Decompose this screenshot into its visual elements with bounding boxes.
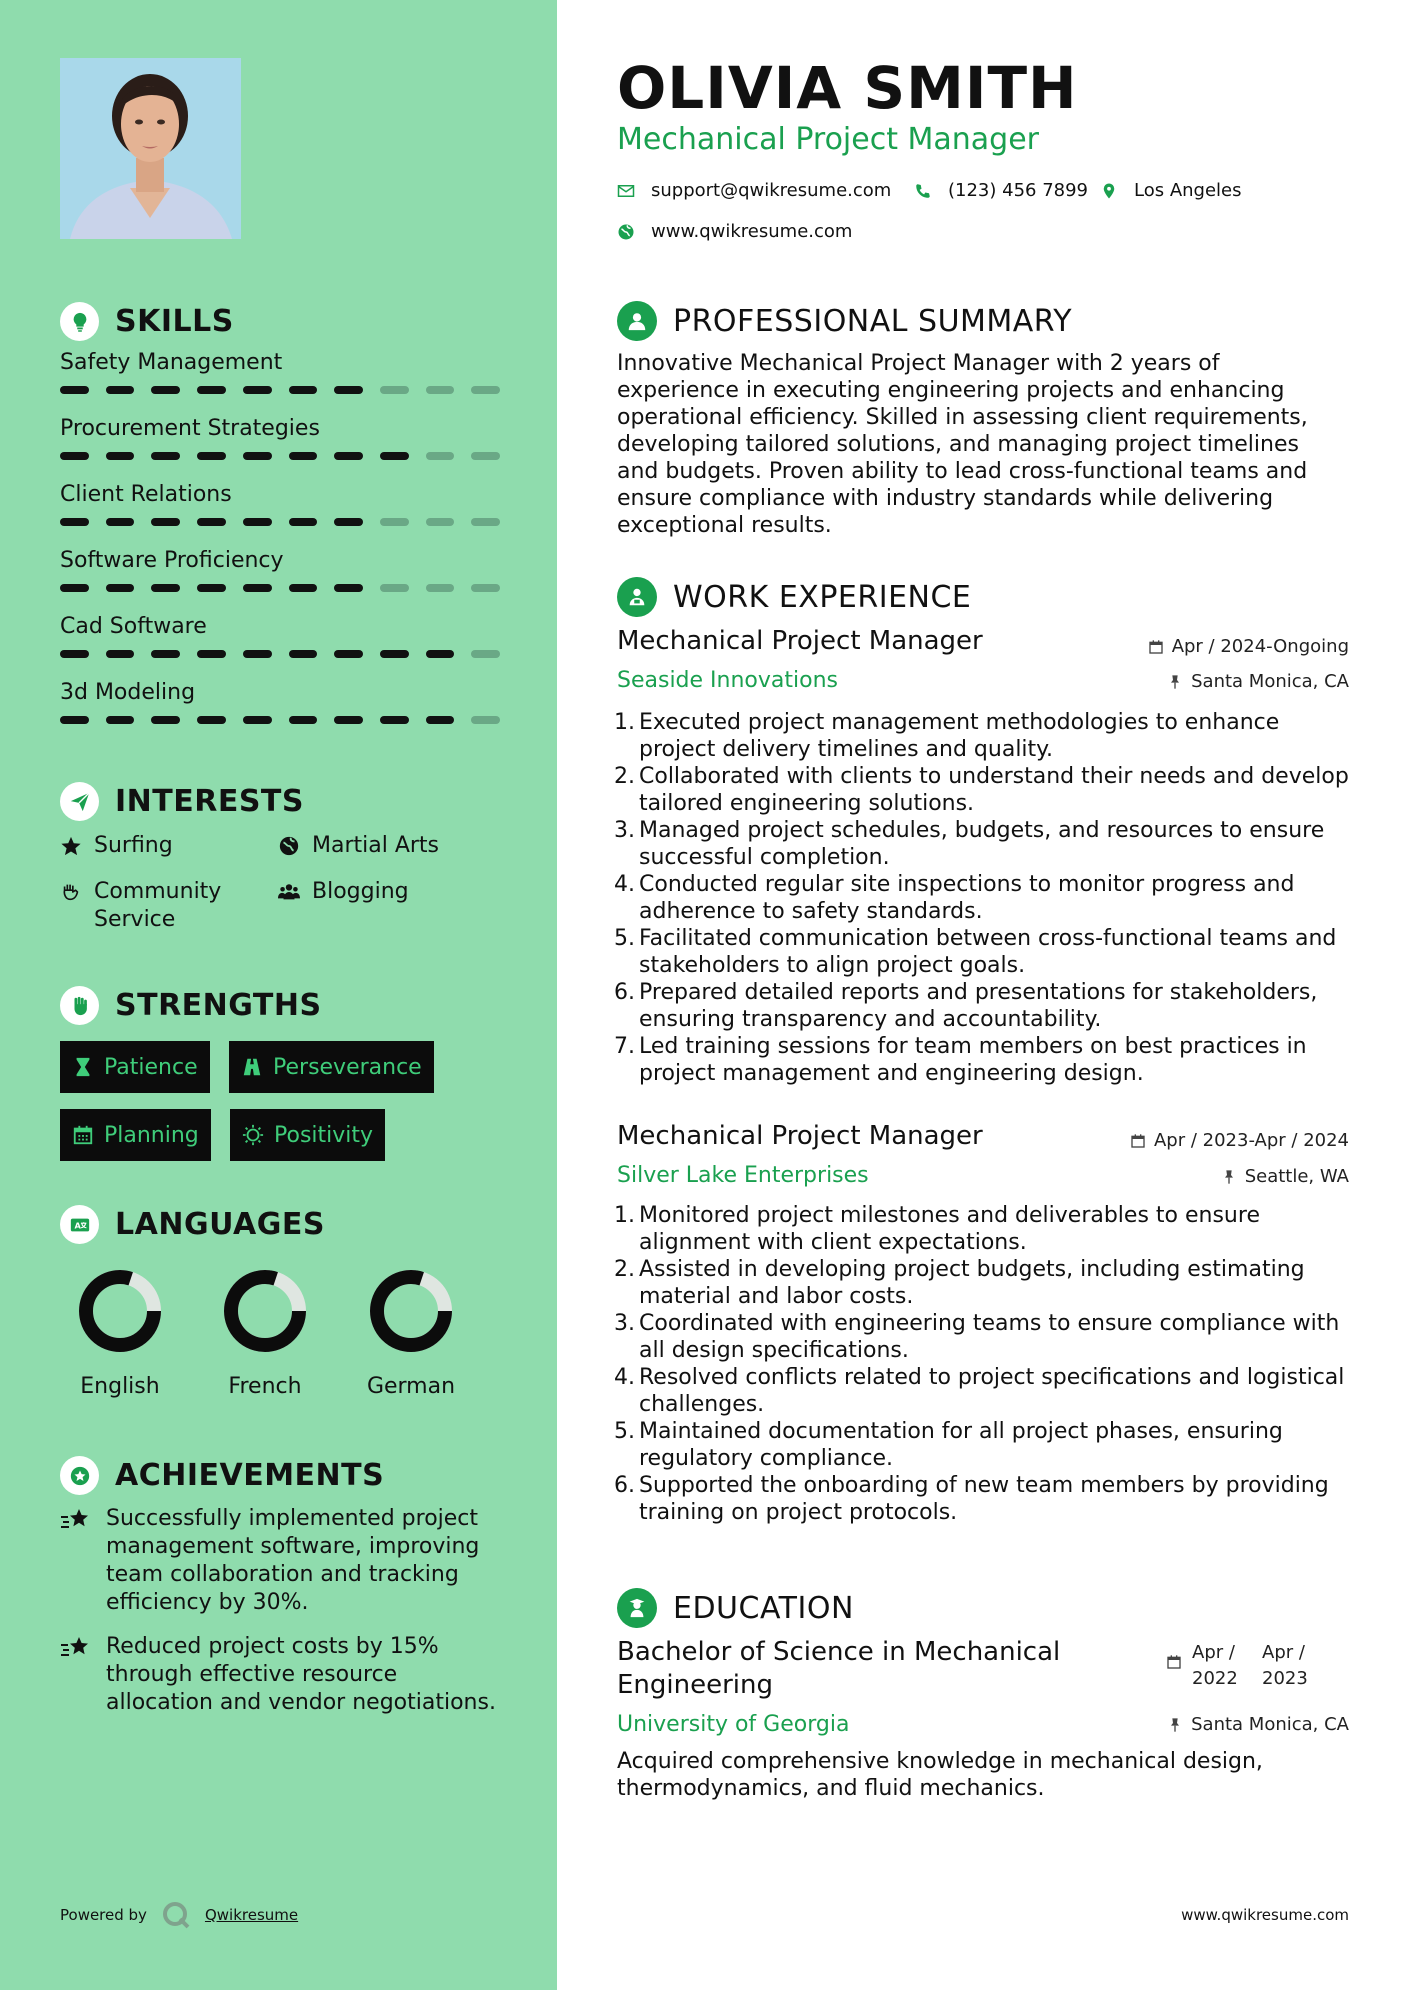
- skill-segment: [380, 386, 409, 394]
- interest-item: [60, 878, 250, 934]
- bullet-text: Coordinated with engineering teams to ensure compliance with all design specifications.: [639, 1311, 1340, 1363]
- strength-badge: [230, 1109, 385, 1161]
- education-location-text: Santa Monica, CA: [1191, 1714, 1349, 1735]
- contact-location: [1100, 180, 1242, 201]
- skill-segment: [60, 650, 89, 658]
- pushpin-icon: [1167, 674, 1183, 690]
- skill-name: Procurement Strategies: [60, 416, 320, 441]
- skill-segment: [243, 650, 272, 658]
- education-dates: [1166, 1640, 1332, 1692]
- skill-segment: [471, 584, 500, 592]
- section-title: ACHIEVEMENTS: [115, 1458, 385, 1493]
- bullet-text: Assisted in developing project budgets, including estimating material and labor costs.: [639, 1257, 1305, 1309]
- bullet-number: 6.: [614, 980, 635, 1005]
- bullet-text: Managed project schedules, budgets, and resources to ensure successful completion.: [639, 818, 1325, 870]
- shooting-star-icon: [60, 1507, 92, 1533]
- badge-star-icon: [60, 1456, 99, 1495]
- skill-name: Software Proficiency: [60, 548, 284, 573]
- strength-label: Perseverance: [273, 1054, 422, 1080]
- skill-segment: [334, 518, 363, 526]
- skill-segment: [426, 584, 455, 592]
- skill-segment: [60, 452, 89, 460]
- candidate-role: Mechanical Project Manager: [617, 122, 1040, 157]
- section-title: STRENGTHS: [115, 988, 322, 1023]
- globe-icon: [617, 223, 635, 241]
- skill-level-bar: [60, 584, 500, 592]
- section-title: WORK EXPERIENCE: [673, 579, 972, 615]
- skill-level-bar: [60, 716, 500, 724]
- job-title: Mechanical Project Manager: [617, 626, 983, 656]
- bullet-text: Prepared detailed reports and presentations for stakeholders, ensuring transparency and accountability.: [639, 980, 1318, 1032]
- skill-segment: [151, 716, 180, 724]
- section-title: SKILLS: [115, 304, 234, 339]
- bullet-text: Maintained documentation for all project phases, ensuring regulatory compliance.: [639, 1419, 1283, 1471]
- skill-segment: [197, 518, 226, 526]
- bullet-text: Collaborated with clients to understand their needs and develop tailored engineering solutions.: [639, 764, 1349, 816]
- summary-heading: [617, 301, 1072, 341]
- bullet-number: 1.: [614, 1203, 635, 1228]
- section-title: INTERESTS: [115, 784, 304, 819]
- skill-segment: [151, 386, 180, 394]
- skill-segment: [380, 584, 409, 592]
- skill-segment: [334, 386, 363, 394]
- contact-website[interactable]: [617, 221, 852, 242]
- phone-icon: [914, 182, 932, 200]
- education-description: Acquired comprehensive knowledge in mechanical design, thermodynamics, and fluid mechanics.: [617, 1749, 1263, 1801]
- calendar-icon: [1166, 1654, 1182, 1670]
- hand-icon: [60, 881, 82, 903]
- skill-segment: [243, 452, 272, 460]
- interests-heading: [60, 782, 304, 821]
- skill-name: Safety Management: [60, 350, 283, 375]
- skills-heading: [60, 302, 234, 341]
- skill-item: [60, 546, 500, 592]
- skill-segment: [289, 716, 318, 724]
- language-name: German: [366, 1374, 456, 1399]
- language-icon: [60, 1205, 99, 1244]
- skill-segment: [106, 650, 135, 658]
- job-dates: [1130, 1130, 1349, 1151]
- skill-level-bar: [60, 650, 500, 658]
- phone-text: (123) 456 7899: [948, 180, 1089, 201]
- education-heading: [617, 1588, 854, 1628]
- fist-icon: [60, 986, 99, 1025]
- skill-segment: [106, 452, 135, 460]
- skill-segment: [197, 650, 226, 658]
- skill-segment: [60, 518, 89, 526]
- briefcase-user-icon: [617, 577, 657, 617]
- achievements-heading: [60, 1456, 384, 1495]
- skill-item: [60, 480, 500, 526]
- job-bullet: [610, 979, 1355, 1033]
- skill-segment: [471, 650, 500, 658]
- bullet-text: Conducted regular site inspections to monitor progress and adherence to safety standards.: [639, 872, 1295, 924]
- users-icon: [278, 881, 300, 903]
- skill-segment: [380, 716, 409, 724]
- bullet-text: Led training sessions for team members on best practices in project management and engineering design.: [639, 1034, 1307, 1086]
- pushpin-icon: [1167, 1717, 1183, 1733]
- strengths-heading: [60, 986, 322, 1025]
- achievement-text: Reduced project costs by 15% through effective resource allocation and vendor negotiations.: [106, 1634, 496, 1715]
- skill-segment: [380, 518, 409, 526]
- job-bullet: [610, 817, 1355, 871]
- skill-segment: [380, 650, 409, 658]
- interest-item: [278, 832, 439, 860]
- skill-segment: [197, 716, 226, 724]
- skill-segment: [289, 584, 318, 592]
- skill-item: [60, 678, 500, 724]
- skill-segment: [243, 584, 272, 592]
- skill-segment: [243, 518, 272, 526]
- education-end-year: 2023: [1262, 1668, 1308, 1689]
- skill-segment: [289, 518, 318, 526]
- languages-heading: [60, 1205, 325, 1244]
- skill-segment: [243, 716, 272, 724]
- job-location: [1221, 1166, 1349, 1187]
- interest-label: Community Service: [94, 879, 222, 932]
- powered-by: [60, 1900, 298, 1930]
- hourglass-icon: [72, 1056, 94, 1078]
- interest-item: [60, 832, 173, 860]
- skill-segment: [106, 716, 135, 724]
- skill-segment: [289, 650, 318, 658]
- job-dates: [1148, 636, 1349, 657]
- bullet-number: 5.: [614, 926, 635, 951]
- bullet-number: 6.: [614, 1473, 635, 1498]
- education-start-month: Apr /: [1192, 1642, 1235, 1663]
- bullet-number: 5.: [614, 1419, 635, 1444]
- bullet-number: 7.: [614, 1034, 635, 1059]
- bullet-number: 3.: [614, 818, 635, 843]
- bullet-number: 1.: [614, 710, 635, 735]
- skill-segment: [106, 584, 135, 592]
- job-bullet: [610, 1202, 1355, 1256]
- job-bullet: [610, 925, 1355, 979]
- language-item: [60, 1268, 180, 1399]
- skill-level-bar: [60, 452, 500, 460]
- language-item: [205, 1268, 325, 1399]
- summary-text: Innovative Mechanical Project Manager with 2 years of experience in executing engineering projects and enhancing operational efficiency. Skilled in assessing client requirements, developing tailored solutions, and managing project timelines and budgets. Proven ability to lead cross-functional teams and ensure compliance with industry standards while delivering exceptional results.: [617, 351, 1308, 538]
- bullet-text: Supported the onboarding of new team members by providing training on project protocols.: [639, 1473, 1329, 1525]
- pushpin-icon: [1221, 1169, 1237, 1185]
- shooting-star-icon: [60, 1635, 92, 1661]
- job-company: Silver Lake Enterprises: [617, 1163, 869, 1188]
- skill-name: Client Relations: [60, 482, 232, 507]
- qwikresume-logo-icon: [161, 1900, 191, 1930]
- job-company: Seaside Innovations: [617, 668, 838, 693]
- bullet-text: Executed project management methodologies to enhance project delivery timelines and quality.: [639, 710, 1280, 762]
- section-title: PROFESSIONAL SUMMARY: [673, 303, 1073, 339]
- job-bullets: [610, 1202, 1355, 1526]
- job-location-text: Seattle, WA: [1244, 1166, 1349, 1187]
- section-title: EDUCATION: [673, 1590, 854, 1626]
- education-school: University of Georgia: [617, 1712, 850, 1737]
- skill-segment: [334, 650, 363, 658]
- job-bullet: [610, 1256, 1355, 1310]
- skill-segment: [151, 518, 180, 526]
- language-level-ring: [222, 1268, 308, 1354]
- bullet-number: 2.: [614, 1257, 635, 1282]
- language-level-ring: [77, 1268, 163, 1354]
- language-name: English: [80, 1374, 160, 1399]
- skill-segment: [471, 518, 500, 526]
- strength-label: Planning: [104, 1122, 199, 1148]
- skill-name: Cad Software: [60, 614, 207, 639]
- job-dates-text: Apr / 2023-Apr / 2024: [1153, 1130, 1349, 1151]
- star-icon: [60, 835, 82, 857]
- skill-segment: [289, 452, 318, 460]
- language-name: French: [228, 1374, 302, 1399]
- bullet-number: 4.: [614, 1365, 635, 1390]
- skill-segment: [151, 650, 180, 658]
- footer-url[interactable]: www.qwikresume.com: [1181, 1906, 1349, 1924]
- strength-badge: [60, 1041, 210, 1093]
- job-location-text: Santa Monica, CA: [1191, 671, 1349, 692]
- achievement-item: [60, 1633, 510, 1717]
- strength-badge: [60, 1109, 211, 1161]
- candidate-name: OLIVIA SMITH: [617, 54, 1078, 122]
- education-start-year: 2022: [1192, 1668, 1238, 1689]
- calendar-icon: [1148, 639, 1164, 655]
- strength-label: Positivity: [274, 1122, 374, 1148]
- road-icon: [241, 1056, 263, 1078]
- skill-segment: [197, 584, 226, 592]
- skill-item: [60, 414, 500, 460]
- job-bullet: [610, 1033, 1355, 1087]
- svg-text:A: A: [74, 1220, 81, 1231]
- qwikresume-link[interactable]: Qwikresume: [204, 1906, 299, 1924]
- education-location: [1167, 1714, 1349, 1735]
- globe-icon: [278, 835, 300, 857]
- section-title: LANGUAGES: [115, 1207, 325, 1242]
- interest-label: Surfing: [94, 833, 173, 858]
- skill-segment: [289, 386, 318, 394]
- strength-label: Patience: [104, 1054, 198, 1080]
- job-bullets: [610, 709, 1355, 1087]
- skill-segment: [426, 452, 455, 460]
- job-dates-text: Apr / 2024-Ongoing: [1171, 636, 1349, 657]
- skill-segment: [471, 386, 500, 394]
- skill-segment: [60, 716, 89, 724]
- job-bullet: [610, 1364, 1355, 1418]
- skill-level-bar: [60, 386, 500, 394]
- skill-segment: [106, 386, 135, 394]
- language-level-ring: [368, 1268, 454, 1354]
- skill-segment: [151, 452, 180, 460]
- education-end-month: Apr /: [1262, 1642, 1305, 1663]
- calendar-icon: [1130, 1133, 1146, 1149]
- skill-segment: [106, 518, 135, 526]
- job-bullet: [610, 871, 1355, 925]
- skill-segment: [334, 584, 363, 592]
- skill-segment: [426, 650, 455, 658]
- skill-segment: [197, 452, 226, 460]
- skill-segment: [60, 386, 89, 394]
- education-degree: Bachelor of Science in Mechanical Engineering: [617, 1637, 1061, 1700]
- bullet-text: Monitored project milestones and deliverables to ensure alignment with client expectations.: [639, 1203, 1260, 1255]
- graduate-icon: [617, 1588, 657, 1628]
- skill-item: [60, 612, 500, 658]
- strength-badge: [229, 1041, 434, 1093]
- skill-segment: [243, 386, 272, 394]
- interest-label: Blogging: [312, 879, 409, 904]
- sun-icon: [242, 1124, 264, 1146]
- bullet-number: 3.: [614, 1311, 635, 1336]
- lightbulb-icon: [60, 302, 99, 341]
- skill-segment: [334, 716, 363, 724]
- interest-item: [278, 878, 409, 906]
- location-text: Los Angeles: [1134, 180, 1242, 201]
- skill-segment: [471, 452, 500, 460]
- skill-level-bar: [60, 518, 500, 526]
- job-location: [1167, 671, 1349, 692]
- skill-segment: [197, 386, 226, 394]
- skill-segment: [334, 452, 363, 460]
- job-bullet: [610, 1418, 1355, 1472]
- website-text: www.qwikresume.com: [651, 221, 853, 242]
- language-item: [351, 1268, 471, 1399]
- achievement-item: [60, 1505, 510, 1617]
- bullet-number: 4.: [614, 872, 635, 897]
- interest-label: Martial Arts: [312, 833, 440, 858]
- job-bullet: [610, 763, 1355, 817]
- job-title: Mechanical Project Manager: [617, 1121, 983, 1151]
- skill-item: [60, 348, 500, 394]
- skill-segment: [426, 518, 455, 526]
- job-bullet: [610, 1472, 1355, 1526]
- skill-segment: [471, 716, 500, 724]
- map-pin-icon: [1100, 182, 1118, 200]
- skill-segment: [426, 386, 455, 394]
- envelope-icon: [617, 182, 635, 200]
- bullet-number: 2.: [614, 764, 635, 789]
- skill-segment: [426, 716, 455, 724]
- contact-phone[interactable]: [914, 180, 1088, 201]
- experience-heading: [617, 577, 971, 617]
- contact-email[interactable]: [617, 180, 891, 201]
- skill-segment: [60, 584, 89, 592]
- powered-by-label: Powered by: [60, 1906, 147, 1924]
- profile-photo: [60, 58, 241, 239]
- job-bullet: [610, 1310, 1355, 1364]
- skill-name: 3d Modeling: [60, 680, 196, 705]
- bullet-text: Facilitated communication between cross-functional teams and stakeholders to align project goals.: [639, 926, 1337, 978]
- sidebar: [0, 0, 557, 1990]
- bullet-text: Resolved conflicts related to project specifications and logistical challenges.: [639, 1365, 1345, 1417]
- calendar-icon: [72, 1124, 94, 1146]
- skill-segment: [380, 452, 409, 460]
- paper-plane-icon: [60, 782, 99, 821]
- achievement-text: Successfully implemented project management software, improving team collaboration and tracking efficiency by 30%.: [106, 1506, 480, 1615]
- skill-segment: [151, 584, 180, 592]
- email-text: support@qwikresume.com: [651, 180, 892, 201]
- job-bullet: [610, 709, 1355, 763]
- user-icon: [617, 301, 657, 341]
